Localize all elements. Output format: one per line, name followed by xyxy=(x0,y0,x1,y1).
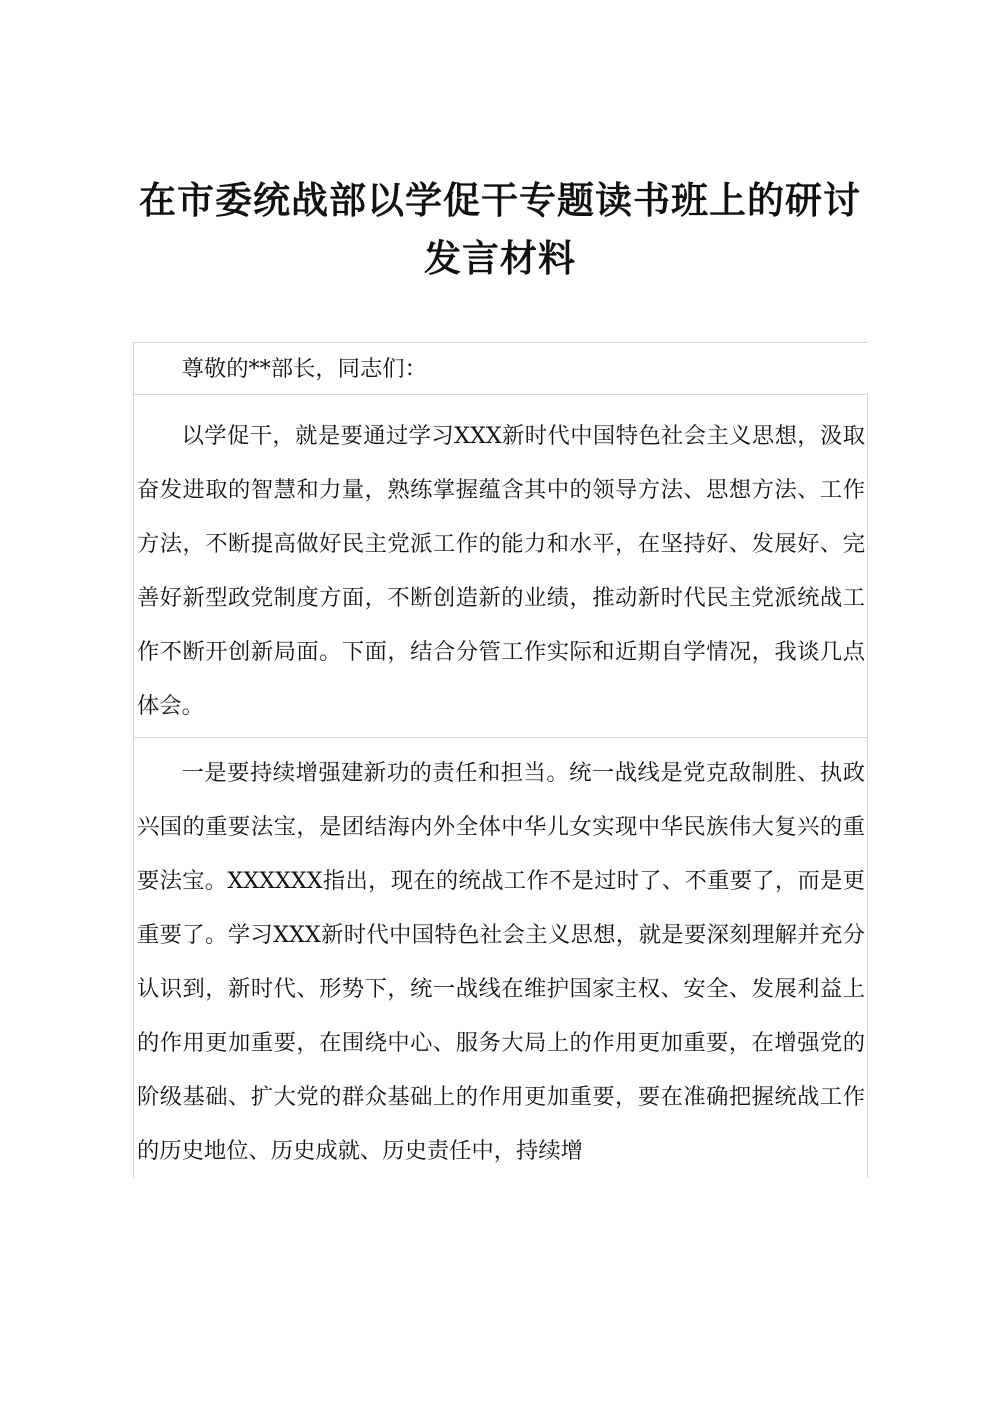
document-body xyxy=(133,342,868,1178)
paragraph-point-one: 一是要持续增强建新功的责任和担当。统一战线是党克敌制胜、执政兴国的重要法宝，是团结海内外全体中华儿女实现中华民族伟大复兴的重要法宝。XXXXXX指出，现在的统战工作不是过时了、不重要了，而是更重要了。学习XXX新时代中国特色社会主义思想，就是要深刻理解并充分认识到，新时代、形势下，统一战线在维护国家主权、安全、发展利益上的作用更加重要，在围绕中心、服务大局上的作用更加重要，在增强党的阶级基础、扩大党的群众基础上的作用更加重要，要在准确把握统战工作的历史地位、历史成就、历史责任中，持续增 xyxy=(133,737,868,1178)
document-title: 在市委统战部以学促干专题读书班上的研讨发言材料 xyxy=(139,179,861,280)
paragraph-intro: 以学促干，就是要通过学习XXX新时代中国特色社会主义思想，汲取奋发进取的智慧和力量，熟练掌握蕴含其中的领导方法、思想方法、工作方法，不断提高做好民主党派工作的能力和水平，在坚持好、发展好、完善好新型政党制度方面，不断创造新的业绩，推动新时代民主党派统战工作不断开创新局面。下面，结合分管工作实际和近期自学情况，我谈几点体会。 xyxy=(133,394,868,737)
salutation: 尊敬的**部长，同志们： xyxy=(133,342,868,394)
